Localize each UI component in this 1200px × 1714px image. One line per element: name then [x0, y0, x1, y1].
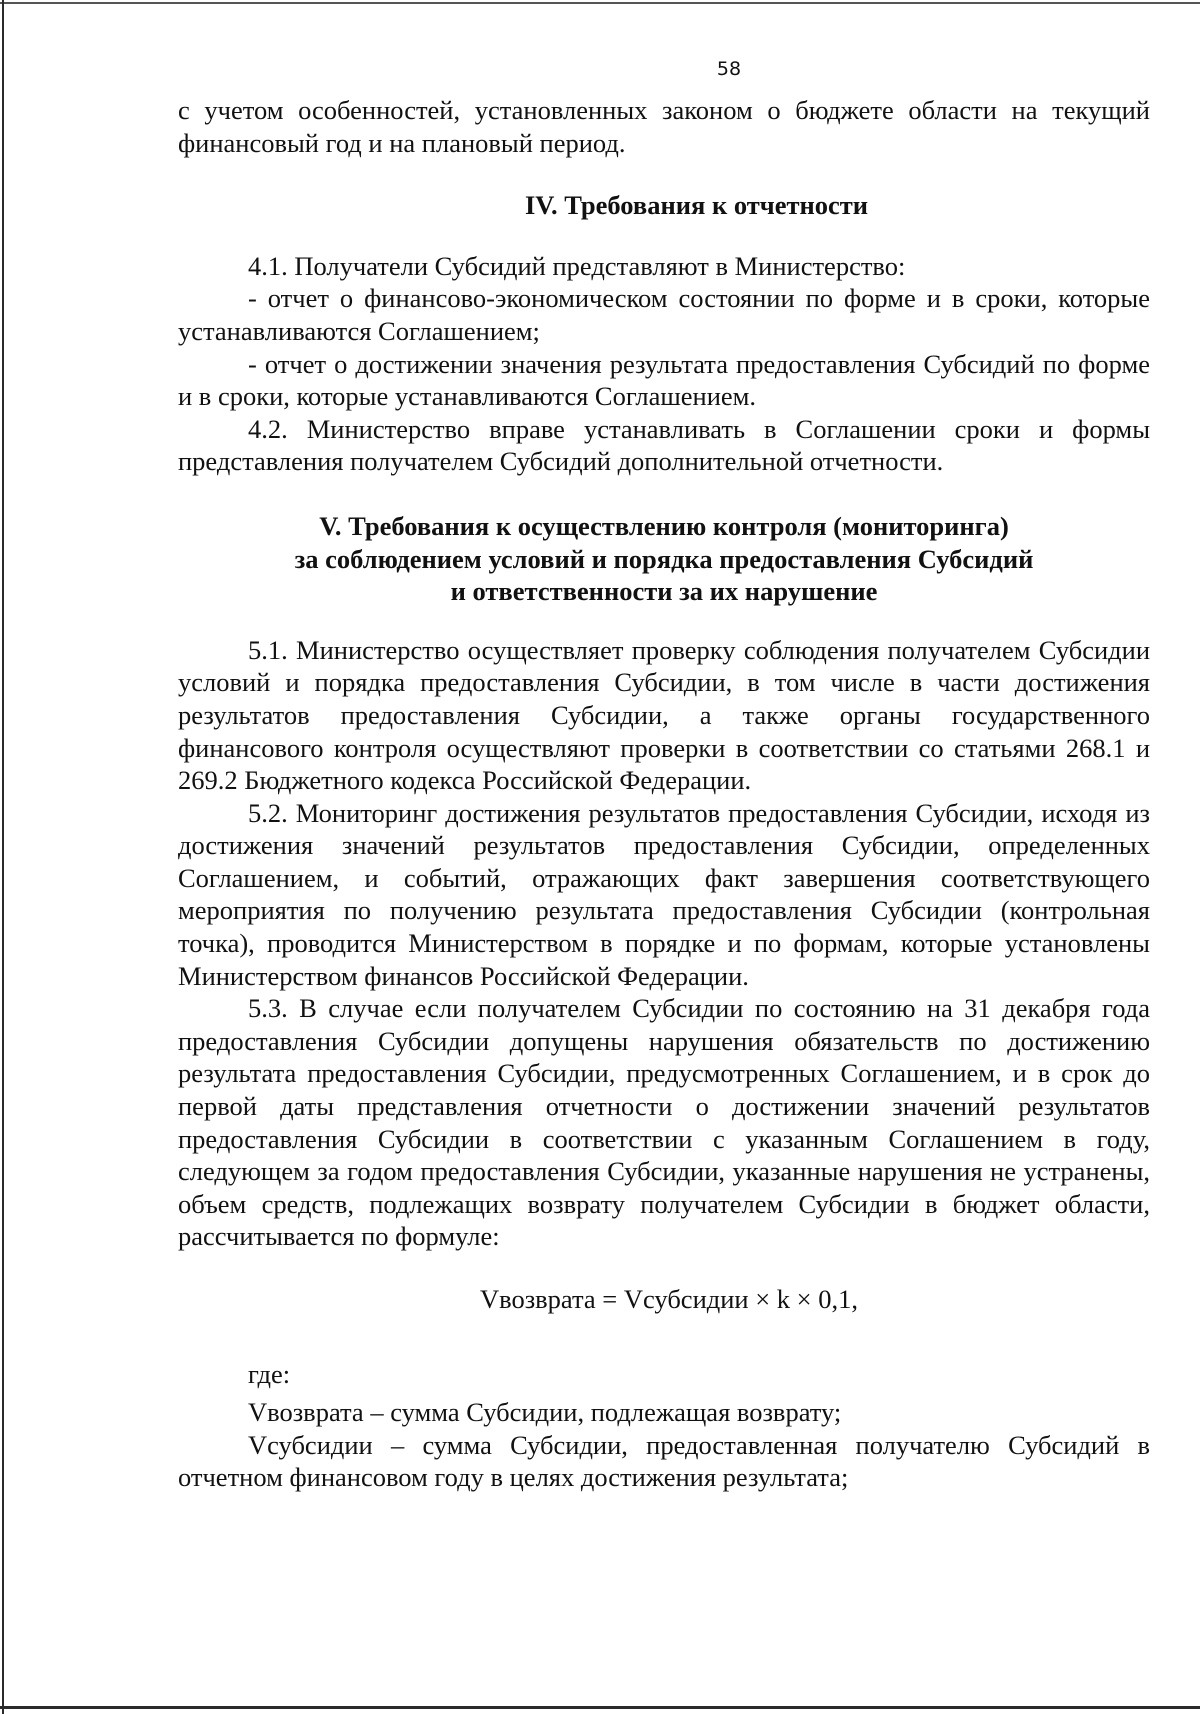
paragraph-4-2: 4.2. Министерство вправе устанавливать в Соглашении сроки и формы представления получателем Субсидий дополнительной отчетности. [178, 413, 1150, 477]
section-5-title-line-1: V. Требования к осуществлению контроля (мониторинга) [319, 510, 1009, 541]
return-formula: Vвозврата = Vсубсидии × k × 0,1, [479, 1284, 858, 1314]
definition-v-return: Vвозврата – сумма Субсидии, подлежащая возврату; [248, 1397, 842, 1428]
paragraph-5-2: 5.2. Мониторинг достижения результатов предоставления Субсидии, исходя из достижения значений результатов предоставления Субсидии, определенных Соглашением, и событий, отражающих факт завершения соответствующего мероприятия по получению результата предоставления Субсидии (контрольная точка), проводится Министерством в порядке и по формам, которые установлены Министерством финансов Российской Федерации. [178, 797, 1150, 991]
scan-border-bottom [0, 1706, 1200, 1709]
definition-v-subsidy: Vсубсидии – сумма Субсидии, предоставленная получателю Субсидий в отчетном финансовом году в целях достижения результата; [178, 1429, 1150, 1493]
scan-border-left [2, 0, 4, 1714]
scan-border-top [0, 2, 1200, 4]
paragraph-4-1-item-2: - отчет о достижении значения результата предоставления Субсидий по форме и в сроки, которые устанавливаются Соглашением. [178, 348, 1150, 412]
section-5-title-line-3: и ответственности за их нарушение [450, 576, 878, 607]
paragraph-4-1-item-1: - отчет о финансово-экономическом состоянии по форме и в сроки, которые устанавливаются Соглашением; [178, 283, 1150, 346]
intro-paragraph: с учетом особенностей, установленных законом о бюджете области на текущий финансовый год и на плановый период. [178, 95, 1150, 158]
paragraph-4-1: 4.1. Получатели Субсидий представляют в Министерство: [248, 250, 906, 281]
section-5-title-line-2: за соблюдением условий и порядка предоставления Субсидий [294, 543, 1034, 574]
document-page [178, 58, 1150, 1494]
section-4-title: IV. Требования к отчетности [524, 190, 869, 221]
section-5-title [178, 510, 1150, 608]
paragraph-5-3: 5.3. В случае если получателем Субсидии по состоянию на 31 декабря года предоставления Субсидии допущены нарушения обязательств по достижению результата предоставления Субсидии, предусмотренных Соглашением, и в срок до первой даты представления отчетности о достижении значений результатов предоставления Субсидии в соответствии с указанным Соглашением в году, следующем за годом предоставления Субсидии, указанные нарушения не устранены, объем средств, подлежащих возврату получателем Субсидии в бюджет области, рассчитывается по формуле: [178, 993, 1150, 1252]
page-number: 58 [716, 58, 742, 80]
paragraph-5-1: 5.1. Министерство осуществляет проверку соблюдения получателем Субсидии условий и порядка предоставления Субсидии, в том числе в части достижения результатов предоставления Субсидии, а также органы государственного финансового контроля осуществляют проверки в соответствии со статьями 268.1 и 269.2 Бюджетного кодекса Российской Федерации. [178, 634, 1150, 796]
where-label: где: [248, 1358, 291, 1389]
